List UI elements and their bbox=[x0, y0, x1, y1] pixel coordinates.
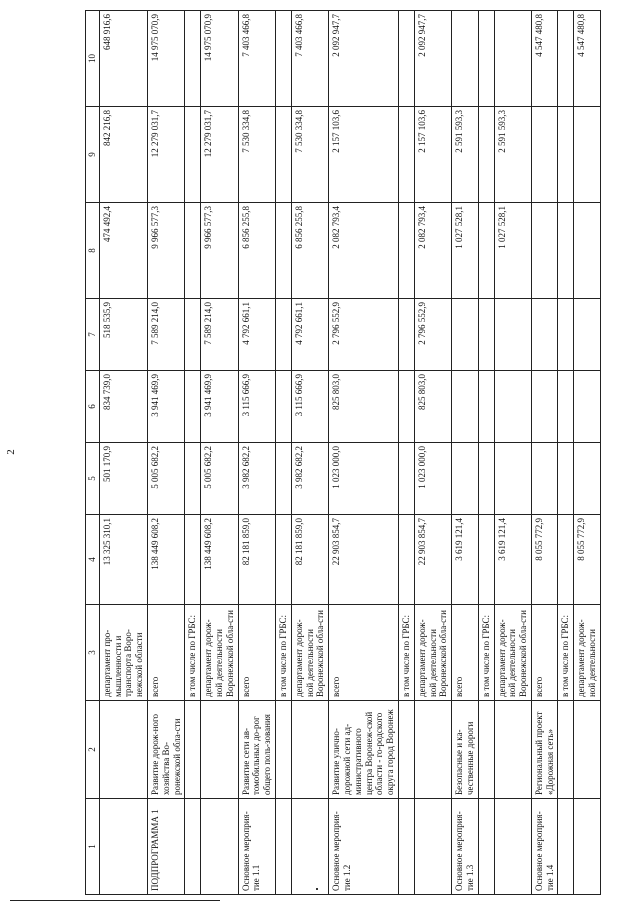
value-cell: 7 403 466,8 bbox=[291, 11, 328, 107]
value-cell bbox=[531, 203, 558, 299]
column-number: 1 bbox=[86, 799, 100, 895]
value-cell: 2 092 947,7 bbox=[414, 11, 451, 107]
responsible-cell: департамент про-мышленности и транспорта Воро-нежской области bbox=[99, 605, 147, 701]
program-cell bbox=[398, 799, 414, 895]
value-cell bbox=[275, 515, 291, 605]
value-cell: 474 492,4 bbox=[99, 203, 147, 299]
value-cell: 1 027 528,1 bbox=[452, 203, 479, 299]
value-cell bbox=[478, 299, 494, 371]
value-cell: 3 941 469,9 bbox=[201, 371, 238, 443]
column-number: 9 bbox=[86, 107, 100, 203]
table-row bbox=[185, 11, 201, 895]
value-cell bbox=[185, 203, 201, 299]
value-cell bbox=[558, 443, 574, 515]
value-cell: 9 966 577,3 bbox=[201, 203, 238, 299]
table-row bbox=[414, 11, 451, 895]
value-cell: 14 975 070,9 bbox=[147, 11, 184, 107]
value-cell: 3 941 469,9 bbox=[147, 371, 184, 443]
value-cell: 2 796 552,9 bbox=[329, 299, 399, 371]
responsible-cell: в том числе по ГРБС: bbox=[275, 605, 291, 701]
table-row bbox=[558, 11, 574, 895]
value-cell: 3 982 682,2 bbox=[291, 443, 328, 515]
value-cell bbox=[558, 371, 574, 443]
responsible-cell: департамент дорож-ной деятельности Воронежской обла-сти bbox=[494, 605, 531, 701]
program-cell bbox=[275, 799, 291, 895]
name-cell: Развитие сети ав-томобильных до-рог общего поль-зования bbox=[238, 701, 275, 799]
responsible-cell: всего bbox=[329, 605, 399, 701]
value-cell bbox=[185, 443, 201, 515]
table-row bbox=[531, 11, 558, 895]
value-cell: 1 023 000,0 bbox=[414, 443, 451, 515]
column-number: 8 bbox=[86, 203, 100, 299]
name-cell bbox=[414, 701, 451, 799]
responsible-cell: всего bbox=[147, 605, 184, 701]
value-cell bbox=[574, 203, 601, 299]
program-cell bbox=[478, 799, 494, 895]
table-row bbox=[478, 11, 494, 895]
responsible-cell: всего bbox=[452, 605, 479, 701]
value-cell bbox=[478, 443, 494, 515]
value-cell: 138 449 608,2 bbox=[201, 515, 238, 605]
rotated-table-container bbox=[85, 11, 604, 895]
value-cell bbox=[185, 107, 201, 203]
program-cell: Основное мероприя-тие 1.3 bbox=[452, 799, 479, 895]
value-cell: 4 547 480,8 bbox=[574, 11, 601, 107]
column-number: 7 bbox=[86, 299, 100, 371]
value-cell: 2 796 552,9 bbox=[414, 299, 451, 371]
value-cell bbox=[275, 371, 291, 443]
name-cell: Развитие дорож-ного хозяйства Во-ронежской обла-сти bbox=[147, 701, 184, 799]
program-cell: Основное мероприя-тие 1.1 bbox=[238, 799, 275, 895]
value-cell: 82 181 859,0 bbox=[291, 515, 328, 605]
value-cell: 138 449 608,2 bbox=[147, 515, 184, 605]
value-cell bbox=[478, 107, 494, 203]
responsible-cell: в том числе по ГРБС: bbox=[558, 605, 574, 701]
value-cell: 22 903 854,7 bbox=[414, 515, 451, 605]
value-cell: 13 325 310,1 bbox=[99, 515, 147, 605]
value-cell bbox=[452, 443, 479, 515]
program-cell bbox=[201, 799, 238, 895]
program-cell: ПОДПРОГРАММА 1 bbox=[147, 799, 184, 895]
value-cell: 2 157 103,6 bbox=[329, 107, 399, 203]
value-cell: 4 792 661,1 bbox=[291, 299, 328, 371]
value-cell bbox=[185, 515, 201, 605]
name-cell bbox=[185, 701, 201, 799]
column-number: 6 bbox=[86, 371, 100, 443]
name-cell bbox=[574, 701, 601, 799]
responsible-cell: департамент дорож-ной деятельности Воронежской обла-сти bbox=[201, 605, 238, 701]
value-cell: 825 803,0 bbox=[329, 371, 399, 443]
column-number: 3 bbox=[86, 605, 100, 701]
value-cell bbox=[398, 11, 414, 107]
value-cell: 9 966 577,3 bbox=[147, 203, 184, 299]
value-cell: 842 216,8 bbox=[99, 107, 147, 203]
value-cell bbox=[452, 371, 479, 443]
value-cell: 648 916,6 bbox=[99, 11, 147, 107]
value-cell bbox=[275, 443, 291, 515]
value-cell: 7 403 466,8 bbox=[238, 11, 275, 107]
value-cell bbox=[531, 443, 558, 515]
table-row bbox=[329, 11, 399, 895]
column-number: 4 bbox=[86, 515, 100, 605]
program-cell: Основное мероприя-тие 1.4 bbox=[531, 799, 558, 895]
table-row bbox=[201, 11, 238, 895]
budget-table bbox=[85, 10, 601, 895]
name-cell: Региональный проект «Дорожная сеть» bbox=[531, 701, 558, 799]
table-row bbox=[494, 11, 531, 895]
column-number: 10 bbox=[86, 11, 100, 107]
name-cell bbox=[99, 701, 147, 799]
name-cell bbox=[275, 701, 291, 799]
table-row bbox=[574, 11, 601, 895]
column-number-row bbox=[86, 11, 100, 895]
value-cell bbox=[574, 443, 601, 515]
value-cell bbox=[478, 203, 494, 299]
value-cell: 4 792 661,1 bbox=[238, 299, 275, 371]
name-cell: Безопасные и ка-чественные дороги bbox=[452, 701, 479, 799]
value-cell bbox=[275, 107, 291, 203]
value-cell: 4 547 480,8 bbox=[531, 11, 558, 107]
value-cell bbox=[494, 371, 531, 443]
value-cell bbox=[275, 203, 291, 299]
value-cell: 3 619 121,4 bbox=[494, 515, 531, 605]
value-cell bbox=[398, 203, 414, 299]
name-cell bbox=[494, 701, 531, 799]
page-number: 2 bbox=[4, 449, 17, 455]
value-cell bbox=[478, 11, 494, 107]
value-cell bbox=[558, 11, 574, 107]
value-cell bbox=[478, 371, 494, 443]
table-row bbox=[398, 11, 414, 895]
responsible-cell: всего bbox=[238, 605, 275, 701]
column-number: 2 bbox=[86, 701, 100, 799]
value-cell: 22 903 854,7 bbox=[329, 515, 399, 605]
value-cell: 825 803,0 bbox=[414, 371, 451, 443]
responsible-cell: департамент дорож-ной деятельности Воронежской обла-сти bbox=[414, 605, 451, 701]
footer-line bbox=[10, 900, 220, 901]
value-cell: 2 082 793,4 bbox=[329, 203, 399, 299]
value-cell bbox=[185, 11, 201, 107]
value-cell bbox=[398, 107, 414, 203]
value-cell bbox=[558, 203, 574, 299]
responsible-cell: в том числе по ГРБС: bbox=[398, 605, 414, 701]
value-cell bbox=[531, 107, 558, 203]
value-cell bbox=[558, 515, 574, 605]
value-cell: 7 530 334,8 bbox=[291, 107, 328, 203]
table-row bbox=[291, 11, 328, 895]
value-cell bbox=[494, 443, 531, 515]
value-cell: 518 535,9 bbox=[99, 299, 147, 371]
value-cell bbox=[531, 299, 558, 371]
name-cell bbox=[398, 701, 414, 799]
value-cell: 5 005 682,2 bbox=[147, 443, 184, 515]
responsible-cell: в том числе по ГРБС: bbox=[478, 605, 494, 701]
program-cell bbox=[185, 799, 201, 895]
value-cell bbox=[494, 11, 531, 107]
value-cell: 12 279 031,7 bbox=[201, 107, 238, 203]
value-cell: 2 082 793,4 bbox=[414, 203, 451, 299]
table-row bbox=[147, 11, 184, 895]
value-cell: 7 589 214,0 bbox=[201, 299, 238, 371]
value-cell: 6 856 255,8 bbox=[291, 203, 328, 299]
scan-dot bbox=[316, 888, 318, 890]
value-cell: 8 055 772,9 bbox=[574, 515, 601, 605]
name-cell bbox=[558, 701, 574, 799]
table-row bbox=[452, 11, 479, 895]
program-cell bbox=[99, 799, 147, 895]
program-cell bbox=[494, 799, 531, 895]
value-cell bbox=[398, 515, 414, 605]
value-cell: 5 005 682,2 bbox=[201, 443, 238, 515]
value-cell: 7 530 334,8 bbox=[238, 107, 275, 203]
name-cell: Развитие улично-дорожной сети ад-министративного центра Воронеж-ской области - го-родского округа город Воронеж bbox=[329, 701, 399, 799]
value-cell: 7 589 214,0 bbox=[147, 299, 184, 371]
value-cell bbox=[574, 371, 601, 443]
responsible-cell: всего bbox=[531, 605, 558, 701]
column-number: 5 bbox=[86, 443, 100, 515]
name-cell bbox=[201, 701, 238, 799]
value-cell: 3 115 666,9 bbox=[238, 371, 275, 443]
value-cell bbox=[398, 371, 414, 443]
value-cell bbox=[275, 11, 291, 107]
value-cell bbox=[478, 515, 494, 605]
value-cell bbox=[531, 371, 558, 443]
value-cell bbox=[494, 299, 531, 371]
name-cell bbox=[478, 701, 494, 799]
value-cell: 82 181 859,0 bbox=[238, 515, 275, 605]
value-cell: 2 157 103,6 bbox=[414, 107, 451, 203]
value-cell bbox=[398, 443, 414, 515]
value-cell bbox=[185, 371, 201, 443]
value-cell bbox=[398, 299, 414, 371]
value-cell: 2 092 947,7 bbox=[329, 11, 399, 107]
value-cell bbox=[574, 107, 601, 203]
value-cell: 3 982 682,2 bbox=[238, 443, 275, 515]
value-cell: 14 975 070,9 bbox=[201, 11, 238, 107]
value-cell: 1 023 000,0 bbox=[329, 443, 399, 515]
value-cell bbox=[558, 107, 574, 203]
value-cell: 3 619 121,4 bbox=[452, 515, 479, 605]
value-cell bbox=[185, 299, 201, 371]
value-cell: 3 115 666,9 bbox=[291, 371, 328, 443]
value-cell: 1 027 528,1 bbox=[494, 203, 531, 299]
program-cell bbox=[574, 799, 601, 895]
program-cell bbox=[291, 799, 328, 895]
value-cell: 501 170,9 bbox=[99, 443, 147, 515]
value-cell bbox=[275, 299, 291, 371]
responsible-cell: в том числе по ГРБС: bbox=[185, 605, 201, 701]
value-cell bbox=[452, 299, 479, 371]
table-body bbox=[99, 11, 600, 895]
value-cell: 6 856 255,8 bbox=[238, 203, 275, 299]
responsible-cell: департамент дорож-ной деятельности Воронежской обла-сти bbox=[291, 605, 328, 701]
responsible-cell: департамент дорож-ной деятельности bbox=[574, 605, 601, 701]
program-cell: Основное мероприя-тие 1.2 bbox=[329, 799, 399, 895]
program-cell bbox=[558, 799, 574, 895]
name-cell bbox=[291, 701, 328, 799]
value-cell: 8 055 772,9 bbox=[531, 515, 558, 605]
table-row bbox=[99, 11, 147, 895]
value-cell: 12 279 031,7 bbox=[147, 107, 184, 203]
value-cell: 2 591 593,3 bbox=[452, 107, 479, 203]
value-cell: 2 591 593,3 bbox=[494, 107, 531, 203]
value-cell: 834 739,0 bbox=[99, 371, 147, 443]
table-row bbox=[238, 11, 275, 895]
value-cell bbox=[452, 11, 479, 107]
table-row bbox=[275, 11, 291, 895]
value-cell bbox=[558, 299, 574, 371]
program-cell bbox=[414, 799, 451, 895]
value-cell bbox=[574, 299, 601, 371]
